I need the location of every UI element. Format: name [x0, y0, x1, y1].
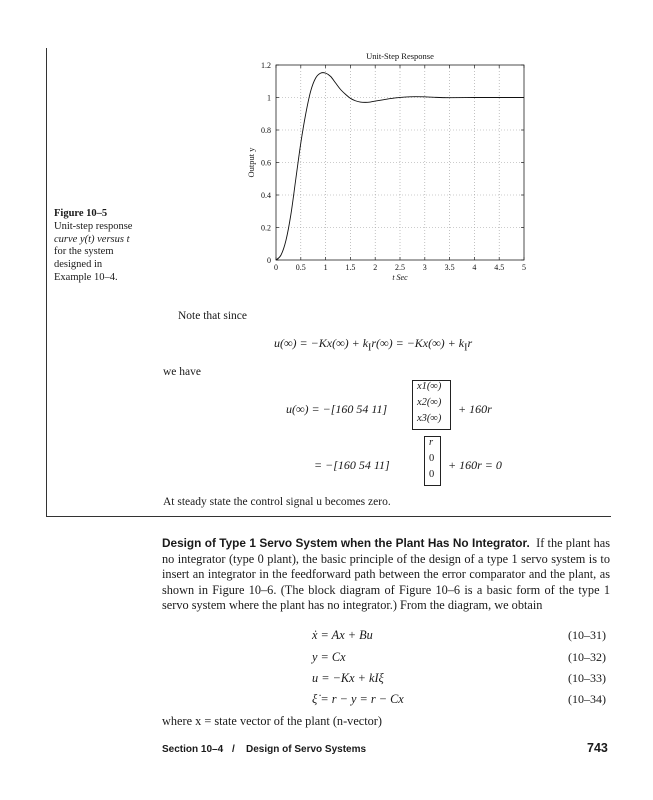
y-tick-label: 1	[267, 93, 271, 103]
x-tick-label: 0	[274, 263, 278, 272]
x-tick-label: 2	[373, 263, 378, 272]
x-tick-label: 0.5	[295, 263, 306, 272]
footer-section: Section 10–4	[162, 744, 224, 755]
matrix-eq-row2-rhs: + 160r = 0	[448, 458, 502, 472]
equation-number: (10–31)	[568, 628, 606, 642]
eq-part: r	[467, 336, 473, 350]
unit-step-response-chart	[240, 48, 540, 293]
page-number: 743	[587, 741, 608, 755]
y-tick-label: 0.8	[261, 126, 271, 135]
matrix-eq-row1-rhs: + 160r	[458, 402, 492, 416]
x-tick-label: 2.5	[395, 263, 405, 272]
y-axis-label: Output y	[246, 147, 256, 178]
x-tick-label: 1	[323, 263, 328, 272]
section-heading: Design of Type 1 Servo System when the Plant Has No Integrator.	[162, 536, 530, 550]
chart-title: Unit-Step Response	[366, 51, 434, 61]
y-tick-label: 0.2	[261, 223, 271, 233]
y-tick-label: 1.2	[261, 61, 271, 70]
eq-part: u(∞) = −Kx(∞) + k	[274, 336, 369, 350]
we-have-text: we have	[163, 366, 201, 378]
y-tick-label: 0.4	[261, 191, 271, 200]
note-text: Note that since	[178, 310, 247, 322]
figure-caption	[54, 208, 154, 285]
equation-number: (10–34)	[568, 692, 606, 706]
system-equation-expr: u = −Kx + kIξ	[312, 671, 384, 685]
caption-line: designed in	[54, 259, 103, 271]
y-tick-label: 0.6	[261, 158, 271, 168]
vector-entry: x1(∞)	[417, 381, 442, 392]
caption-line: for the system	[54, 246, 114, 258]
matrix-eq-row2-lhs: = −[160 54 11]	[314, 458, 390, 472]
eq-part: r(∞) = −Kx(∞) + k	[371, 336, 465, 350]
system-equation-expr: y = Cx	[312, 650, 346, 664]
paragraph-text: If the plant has no integrator (type 0 plant), the basic principle of the design of a type 1 servo system is to insert an integrator in the feedforward path between the error comparator and the plant, as shown in Figure 10–6. (The block diagram of Figure 10–6 is a basic form of the type 1 servo system where the plant has no integrator.) From the diagram, we obtain	[162, 536, 610, 612]
series-line-yt	[276, 73, 524, 260]
x-tick-label: 4.5	[494, 263, 505, 272]
equation-number: (10–33)	[568, 671, 606, 685]
caption-line: curve y(t) versus t	[54, 233, 130, 245]
x-tick-label: 1.5	[345, 263, 356, 272]
x-tick-label: 5	[522, 263, 526, 272]
y-tick-label: 0	[267, 256, 271, 265]
matrix-eq-row1-lhs: u(∞) = −[160 54 11]	[286, 402, 388, 416]
vector-bracket-right	[446, 380, 451, 430]
vector-entry: x3(∞)	[417, 413, 442, 424]
system-equation-expr: ξ̇ = r − y = r − Cx	[312, 692, 404, 706]
left-margin-rule	[46, 48, 47, 516]
vector-entry: x2(∞)	[417, 397, 442, 408]
x-tick-label: 4	[472, 263, 477, 272]
vector-entry: 0	[429, 453, 435, 464]
figure-bottom-rule	[46, 516, 611, 517]
caption-line: Unit-step response	[54, 220, 133, 232]
x-tick-label: 3.5	[444, 263, 455, 272]
vector-entry: r	[429, 437, 434, 448]
steady-state-text: At steady state the control signal u becomes zero.	[163, 496, 391, 508]
section-paragraph	[162, 536, 610, 614]
equation-number: (10–32)	[568, 650, 606, 664]
vector-bracket-right	[436, 436, 441, 486]
where-line: where x = state vector of the plant (n-vector)	[162, 714, 382, 728]
footer-separator: /	[232, 744, 235, 755]
caption-line: Example 10–4.	[54, 271, 118, 283]
x-tick-label: 3	[422, 263, 427, 272]
figure-label: Figure 10–5	[54, 208, 108, 219]
footer-title: Design of Servo Systems	[246, 744, 367, 755]
x-axis-label: t Sec	[392, 273, 408, 282]
vector-entry: 0	[429, 469, 435, 480]
steady-state-control-equation: $u(\infty) = -Kx(\infty) + k_Ir(\infty) = -Kx(\infty) + k_Ir$	[274, 336, 473, 354]
system-equation-expr: ẋ = Ax + Bu	[312, 628, 373, 642]
